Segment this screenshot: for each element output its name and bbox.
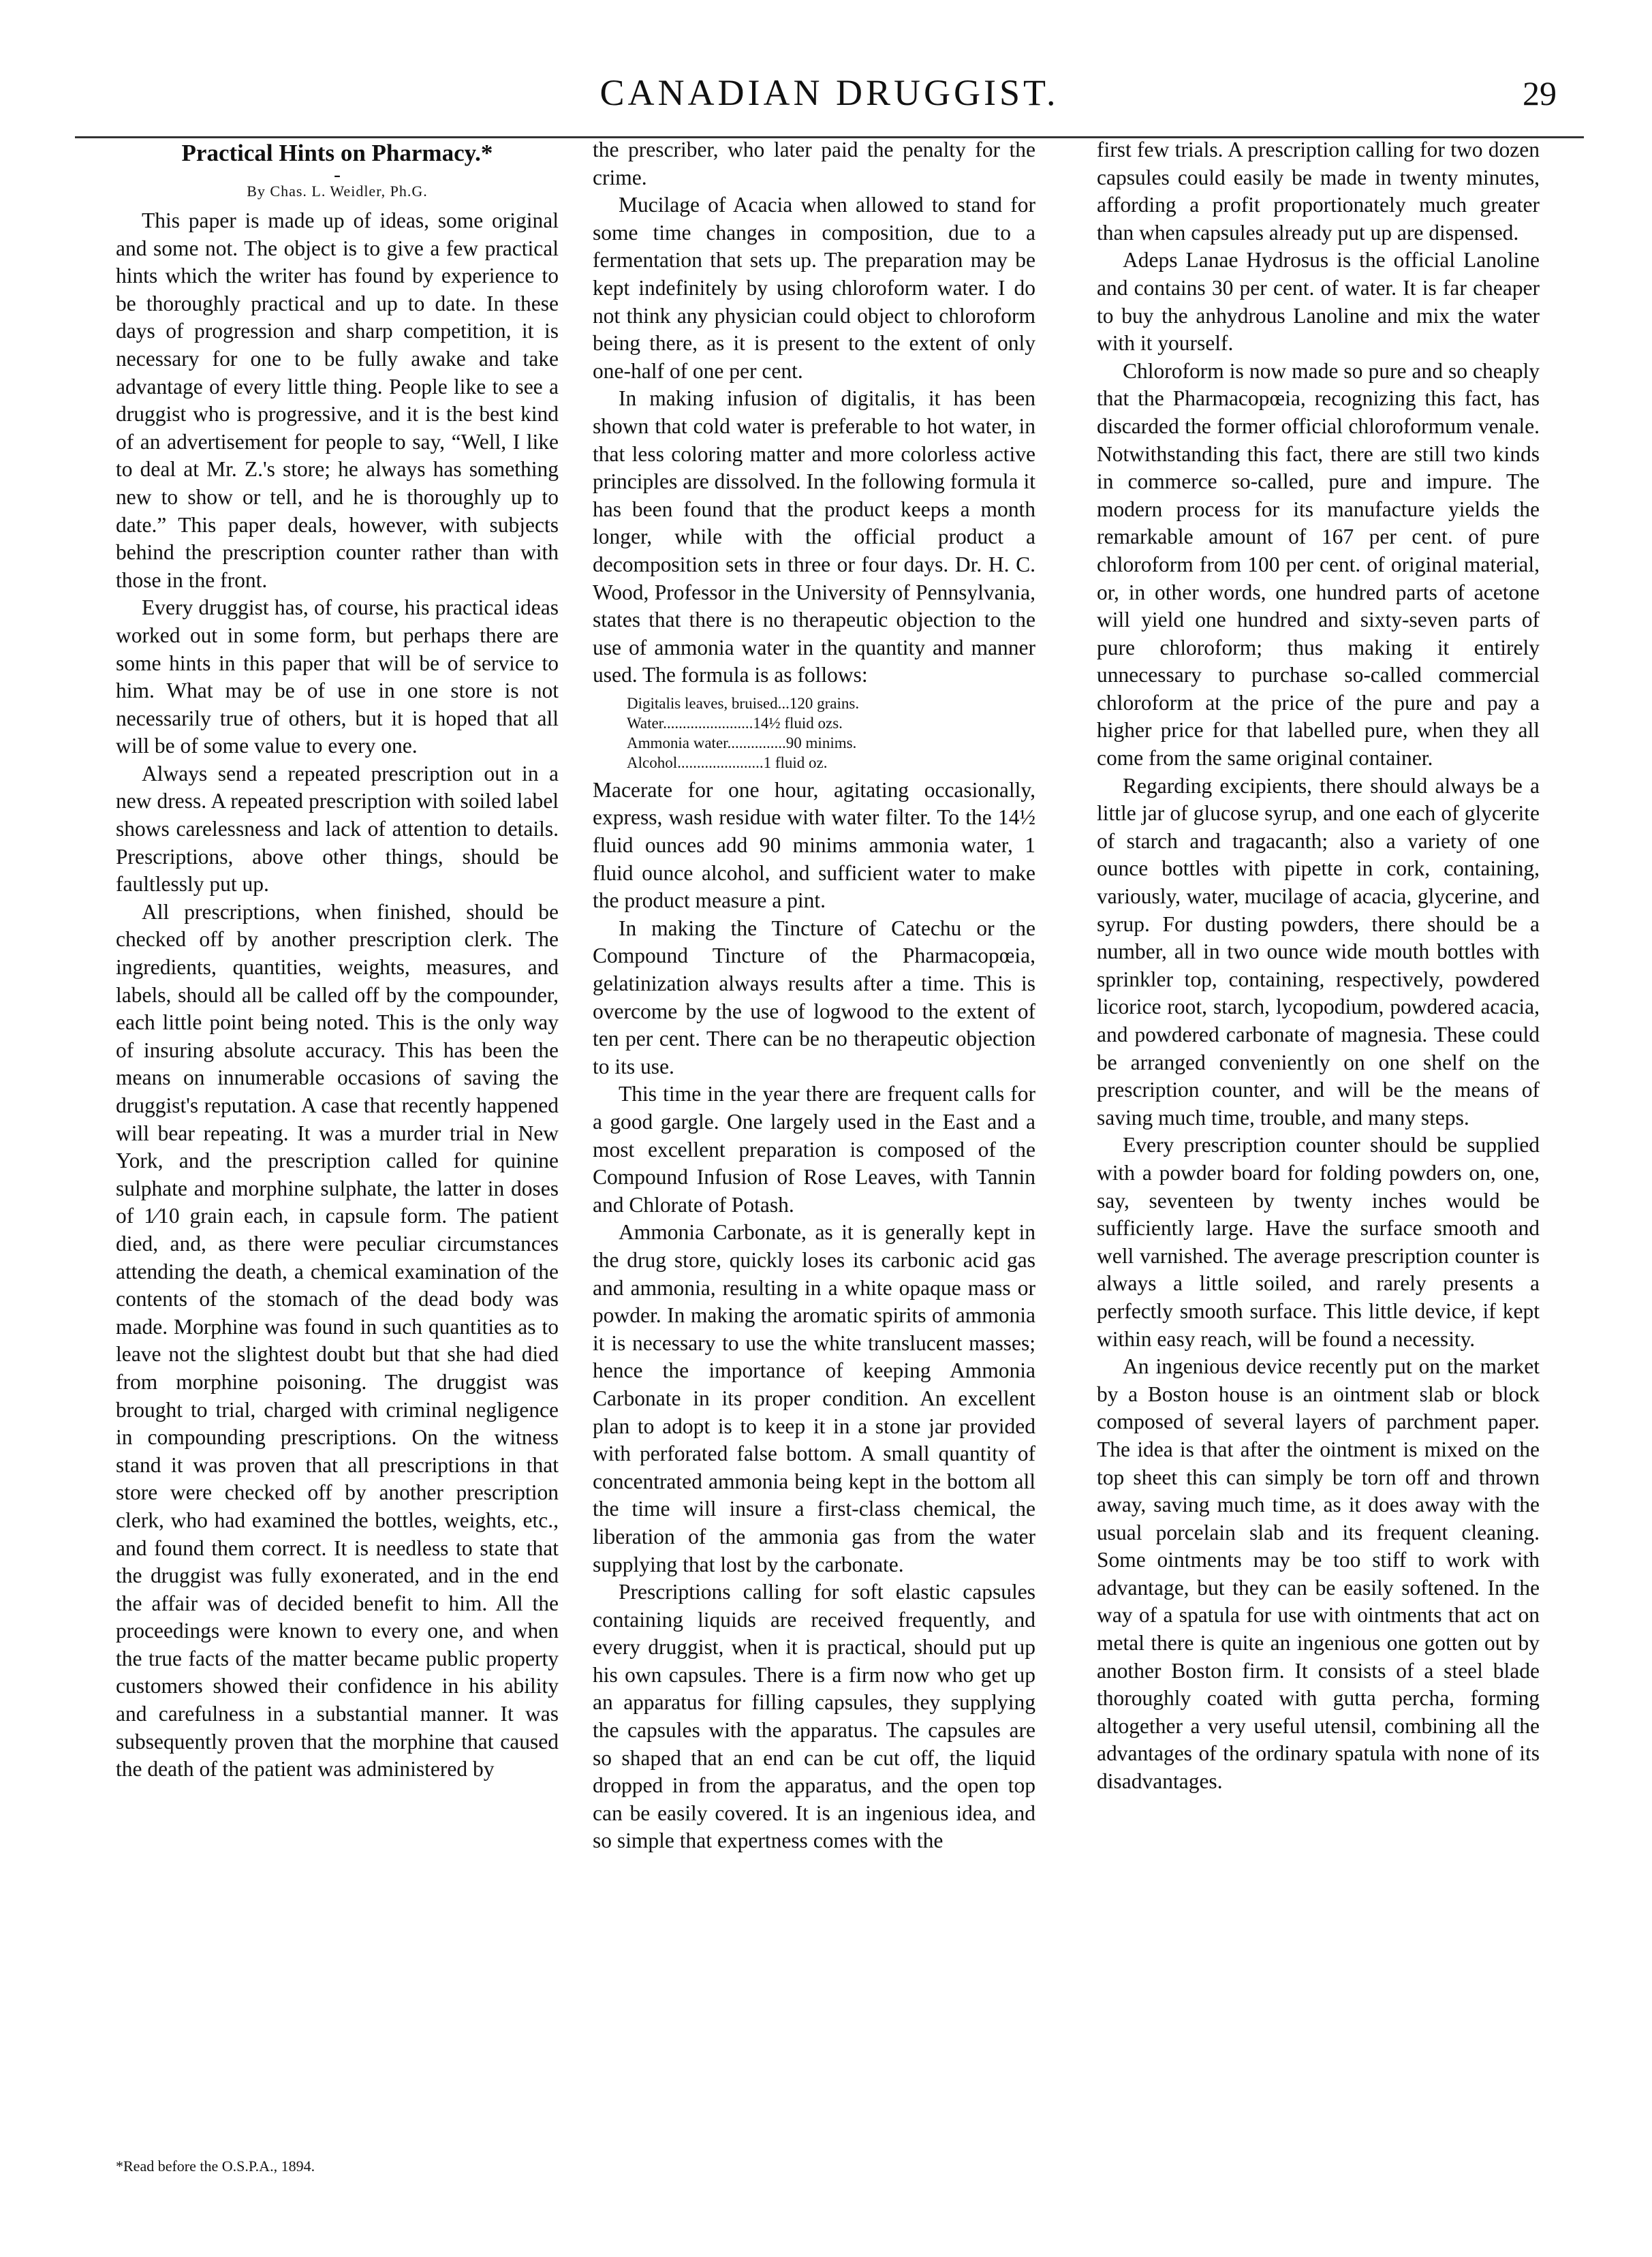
paragraph: Every prescription counter should be supplied with a powder board for folding powders on, one, say, seventeen by twenty inches would be sufficiently large. Have the surface smooth and well varnished. The average prescription counter is always a little soiled, and rarely presents a perfectly smooth surface. This little device, if kept within easy reach, will be found a necessity. xyxy=(1097,1133,1540,1351)
column-3 xyxy=(1097,136,1540,1796)
article-title: Practical Hints on Pharmacy.* xyxy=(181,140,493,166)
column-1 xyxy=(116,136,559,1784)
digitalis-formula xyxy=(627,694,1035,773)
paragraph: In making the Tincture of Catechu or the Compound Tincture of the Pharmacopœia, gelatinization always results after a time. This is overcome by the use of logwood to the extent of ten per cent. There can be no therapeutic objection to its use. xyxy=(593,916,1035,1078)
running-title: CANADIAN DRUGGIST. xyxy=(599,72,1059,113)
page-header xyxy=(75,55,1584,138)
paragraph: This time in the year there are frequent calls for a good gargle. One largely used in the East and a most excellent preparation is composed of the Compound Infusion of Rose Leaves, with Tannin and Chlorate of Potash. xyxy=(593,1082,1035,1217)
paragraph: Adeps Lanae Hydrosus is the official Lanoline and contains 30 per cent. of water. It is far cheaper to buy the anhydrous Lanoline and mix the water with it yourself. xyxy=(1097,248,1540,356)
paragraph: first few trials. A prescription calling for two dozen capsules could easily be made in twenty minutes, affording a profit proportionately much greater than when capsules already put up are dispensed. xyxy=(1097,138,1540,245)
paragraph: Regarding excipients, there should always be a little jar of glucose syrup, and one each of glycerite of starch and tragacanth; also a variety of one ounce bottles with pipette in cork, containing, variously, water, mucilage of acacia, glycerine, and syrup. For dusting powders, there should be a number, all in two ounce wide mouth bottles with sprinkler top, containing, respectively, powdered licorice root, starch, lycopodium, powdered acacia, and powdered carbonate of magnesia. These could be arranged conveniently on one shelf on the prescription counter, and will be the means of saving much time, trouble, and many steps. xyxy=(1097,773,1540,1130)
paragraph: Macerate for one hour, agitating occasionally, express, wash residue with water filter. To the 14½ fluid ounces add 90 minims ammonia water, 1 fluid ounce alcohol, and sufficient water to make the product measure a pint. xyxy=(593,777,1035,913)
formula-line: Alcohol......................1 fluid oz. xyxy=(627,753,828,771)
title-dash: - xyxy=(334,164,341,186)
paragraph: Prescriptions calling for soft elastic capsules containing liquids are received frequently, and every druggist, when it is practical, should put up his own capsules. There is a firm now who get up an apparatus for filling capsules, they supplying the capsules with the apparatus. The capsules are so shaped that an end can be cut off, the liquid dropped in from the apparatus, and the open top can be easily covered. It is an ingenious idea, and so simple that expertness comes with the xyxy=(593,1580,1035,1853)
paragraph: Chloroform is now made so pure and so cheaply that the Pharmacopœia, recognizing this fact, has discarded the former official chloroformum venale. Notwithstanding this fact, there are still two kinds in commerce so-called, pure and impure. The modern process for its manufacture yields the remarkable amount of 167 per cent. of pure chloroform from 100 per cent. of original material, or, in other words, one hundred parts of acetone will yield one hundred and sixty-seven parts of pure chloroform; thus making it entirely unnecessary to purchase so-called commercial chloroform at the price of the pure and pay a higher price for that labelled pure, when they all come from the same original container. xyxy=(1097,358,1540,771)
formula-line: Digitalis leaves, bruised...120 grains. xyxy=(627,694,860,712)
formula-line: Water.......................14½ fluid ozs. xyxy=(627,714,843,732)
paragraph: the prescriber, who later paid the penalty for the crime. xyxy=(593,138,1035,189)
byline: By Chas. L. Weidler, Ph.G. xyxy=(247,183,428,200)
column-2 xyxy=(593,136,1035,1855)
paragraph: Ammonia Carbonate, as it is generally kept in the drug store, quickly loses its carbonic acid gas and ammonia, resulting in a white opaque mass or powder. In making the aromatic spirits of ammonia it is necessary to use the white translucent masses; hence the importance of keeping Ammonia Carbonate in its proper condition. An excellent plan to adopt is to keep it in a stone jar provided with perforated false bottom. A small quantity of concentrated ammonia being kept in the bottom all the time will insure a first-class chemical, the liberation of the ammonia gas from the water supplying that lost by the carbonate. xyxy=(593,1220,1035,1576)
footnote: *Read before the O.S.P.A., 1894. xyxy=(116,2158,315,2175)
paragraph: Mucilage of Acacia when allowed to stand for some time changes in composition, due to a fermentation that sets up. The preparation may be kept indefinitely by using chloroform water. I do not think any physician could object to chloroform being there, as it is present to the extent of only one-half of one per cent. xyxy=(593,193,1035,383)
formula-line: Ammonia water...............90 minims. xyxy=(627,734,857,751)
page-number: 29 xyxy=(1523,74,1557,112)
paragraph: Always send a repeated prescription out in a new dress. A repeated prescription with soiled label shows carelessness and lack of attention to details. Prescriptions, above other things, should be faultlessly put up. xyxy=(116,761,559,897)
paragraph: An ingenious device recently put on the market by a Boston house is an ointment slab or block composed of several layers of parchment paper. The idea is that after the ointment is mixed on the top sheet this can simply be torn off and thrown away, saving much time, as it does away with the usual porcelain slab and its frequent cleaning. Some ointments may be too stiff to work with advantage, but they can be easily softened. In the way of a spatula for use with ointments that act on metal there is quite an ingenious one gotten out by another Boston firm. It consists of a steel blade thoroughly coated with gutta percha, forming altogether a very useful utensil, combining all the advantages of the ordinary spatula with none of its disadvantages. xyxy=(1097,1354,1540,1794)
paragraph: Every druggist has, of course, his practical ideas worked out in some form, but perhaps there are some hints in this paper that will be of service to him. What may be of use in one store is not necessarily true of others, but it is hoped that all will be of some value to every one. xyxy=(116,595,559,758)
paragraph: All prescriptions, when finished, should be checked off by another prescription clerk. The ingredients, quantities, weights, measures, and labels, should all be called off by the compounder, each little point being noted. This is the only way of insuring absolute accuracy. This has been the means on innumerable occasions of saving the druggist's reputation. A case that recently happened will bear repeating. It was a murder trial in New York, and the prescription called for quinine sulphate and morphine sulphate, the latter in doses of 1⁄10 grain each, in capsule form. The patient died, and, as there were peculiar circumstances attending the death, a chemical examination of the contents of the stomach of the dead body was made. Morphine was found in such quantities as to leave not the slightest doubt but that she had died from morphine poisoning. The druggist was brought to trial, charged with criminal negligence in compounding prescriptions. On the witness stand it was proven that all prescriptions in that store were checked off by another prescription clerk, who had examined the bottles, weights, etc., and found them correct. It is needless to state that the druggist was fully exonerated, and in the end the affair was of decided benefit to him. All the proceedings were known to every one, and when the true facts of the matter became public property customers showed their confidence in his ability and carefulness in a substantial manner. It was subsequently proven that the morphine that caused the death of the patient was administered by xyxy=(116,899,559,1781)
paragraph: This paper is made up of ideas, some original and some not. The object is to give a few practical hints which the writer has found by experience to be thoroughly practical and up to date. In these days of progression and sharp competition, it is necessary for one to be fully awake and take advantage of every little thing. People like to see a druggist who is progressive, and it is the best kind of an advertisement for people to say, “Well, I like to deal at Mr. Z.'s store; he always has something new to show or tell, and he is thoroughly up to date.” This paper deals, however, with subjects behind the prescription counter rather than with those in the front. xyxy=(116,208,559,592)
paragraph: In making infusion of digitalis, it has been shown that cold water is preferable to hot water, in that less coloring matter and more colorless active principles are dissolved. In the following formula it has been found that the product keeps a month longer, while with the official product a decomposition sets in three or four days. Dr. H. C. Wood, Professor in the University of Pennsylvania, states that there is no therapeutic objection to the use of ammonia water in the quantity and manner used. The formula is as follows: xyxy=(593,386,1035,687)
